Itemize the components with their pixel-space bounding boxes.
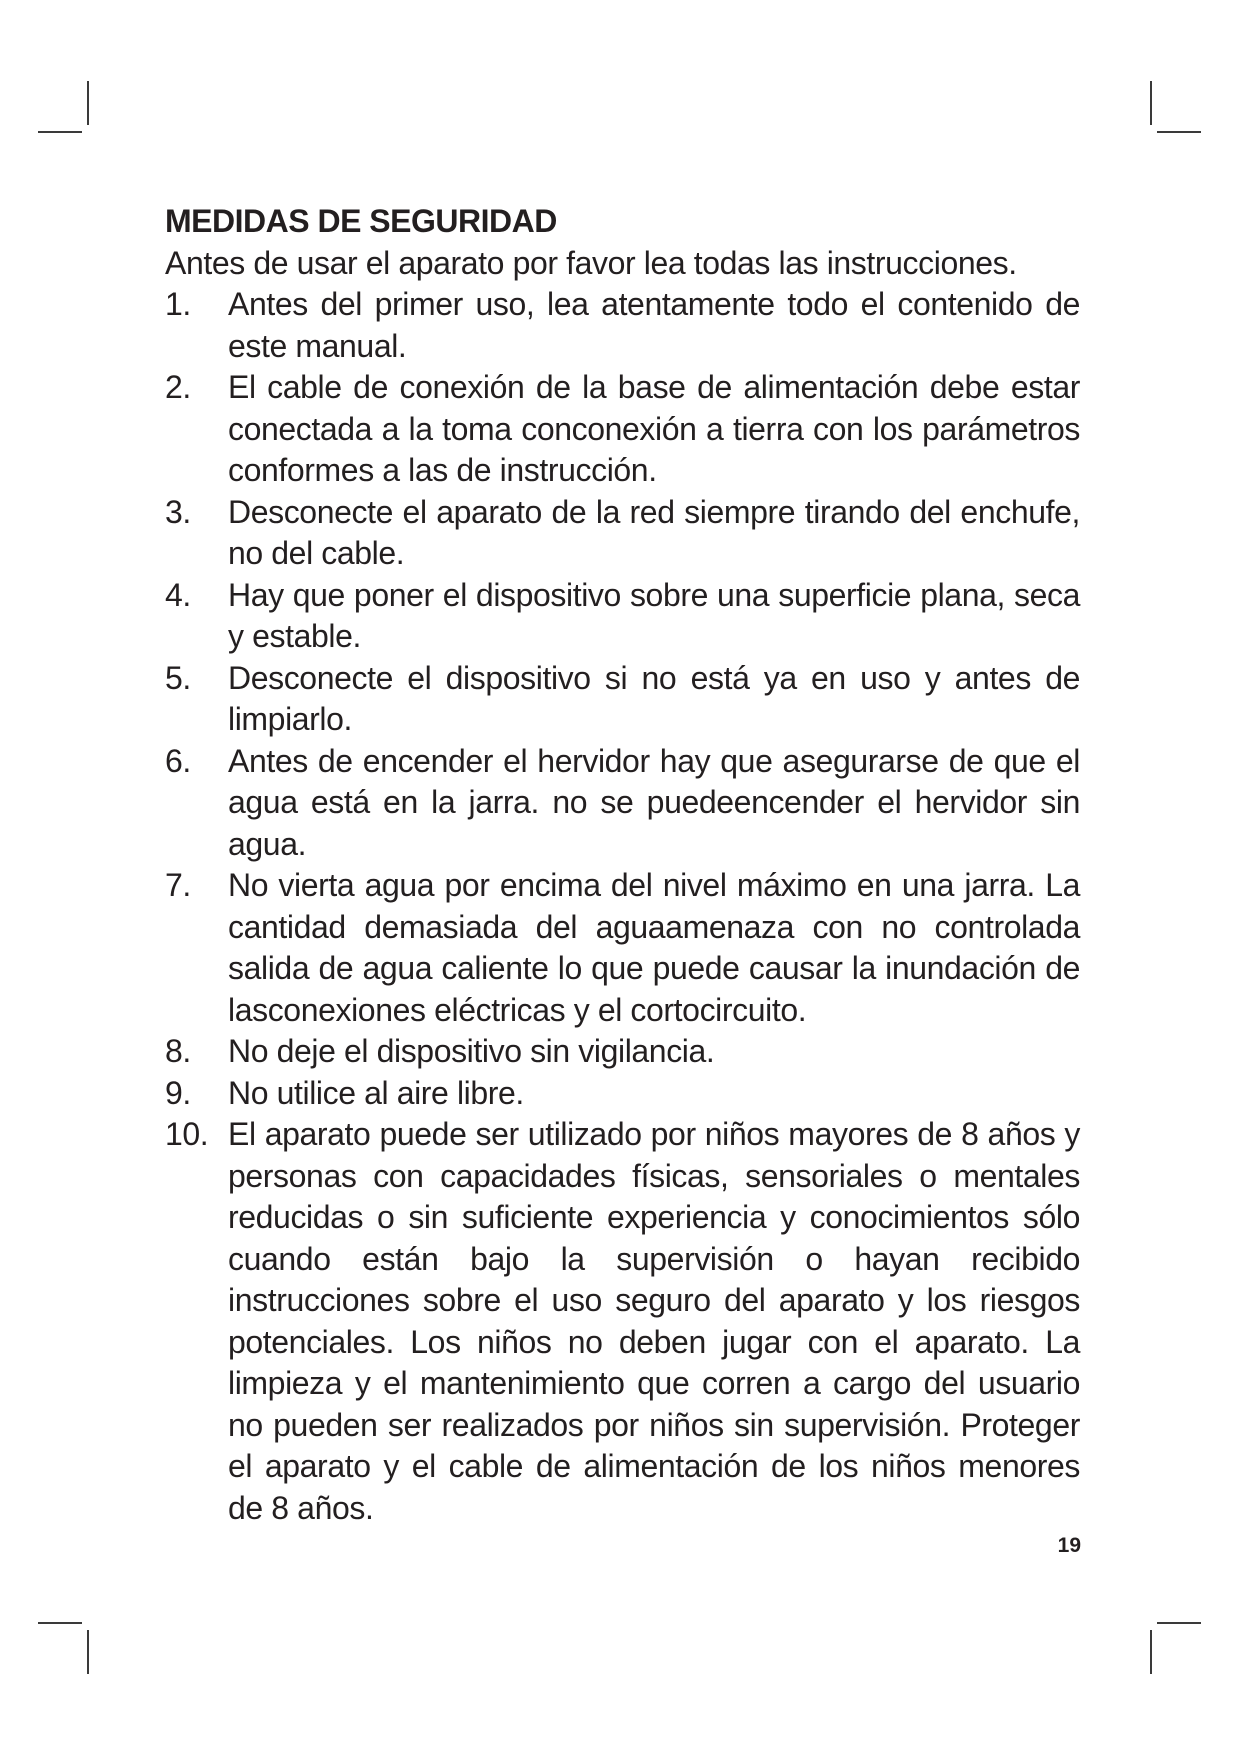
item-text: Antes del primer uso, lea atentamente todo el contenido de este manual. — [228, 286, 1080, 364]
section-title: MEDIDAS DE SEGURIDAD — [165, 203, 557, 239]
item-number: 3. — [165, 493, 191, 530]
item-number: 6. — [165, 742, 191, 779]
crop-mark-top-right-v — [1150, 81, 1152, 125]
item-number: 10. — [165, 1116, 209, 1152]
crop-mark-bottom-right-v — [1150, 1630, 1152, 1674]
list-item — [165, 658, 1080, 741]
crop-mark-top-left-v — [87, 81, 89, 125]
list-item — [165, 284, 1080, 367]
list-item — [165, 575, 1080, 658]
item-text: No utilice al aire libre. — [228, 1074, 524, 1111]
list-item — [165, 865, 1080, 1031]
item-text: El aparato puede ser utilizado por niños mayores de 8 años y personas con capacidades físicas, sensoriales o mentales reducidas o sin suficiente experiencia y conocimientos sólo cuando están bajo la supervisión o hayan recibido instrucciones sobre el uso seguro del aparato y los riesgos potenciales. Los niños no deben jugar con el aparato. La limpieza y el mantenimiento que corren a cargo del usuario no pueden ser realizados por niños sin supervisión. Proteger el aparato y el cable de alimentación de los niños menores de 8 años. — [228, 1116, 1080, 1526]
crop-mark-top-right-h — [1157, 131, 1201, 133]
list-item — [165, 492, 1080, 575]
crop-mark-bottom-left-h — [38, 1622, 82, 1624]
page-number: 19 — [1057, 1534, 1081, 1557]
list-item — [165, 741, 1080, 866]
list-item — [165, 1073, 1080, 1115]
intro-text: Antes de usar el aparato por favor lea todas las instrucciones. — [165, 245, 1017, 281]
safety-list — [165, 284, 1080, 1529]
item-text: Hay que poner el dispositivo sobre una superficie plana, seca y estable. — [228, 576, 1080, 654]
item-number: 9. — [165, 1074, 191, 1111]
list-item — [165, 1114, 1080, 1529]
crop-mark-top-left-h — [38, 131, 82, 133]
item-text: No deje el dispositivo sin vigilancia. — [228, 1033, 715, 1069]
list-item — [165, 1031, 1080, 1073]
item-number: 4. — [165, 576, 191, 613]
document-body — [165, 200, 1080, 1529]
item-text: Desconecte el aparato de la red siempre tirando del enchufe, no del cable. — [228, 493, 1080, 571]
item-number: 1. — [165, 286, 191, 322]
item-number: 7. — [165, 867, 191, 903]
crop-mark-bottom-left-v — [87, 1630, 89, 1674]
item-text: El cable de conexión de la base de alimentación debe estar conectada a la toma conconexión a tierra con los parámetros conformes a las de instrucción. — [228, 369, 1080, 488]
item-text: Antes de encender el hervidor hay que asegurarse de que el agua está en la jarra. no se puedeencender el hervidor sin agua. — [228, 742, 1080, 862]
crop-mark-bottom-right-h — [1157, 1622, 1201, 1624]
item-number: 8. — [165, 1033, 191, 1069]
item-text: Desconecte el dispositivo si no está ya en uso y antes de limpiarlo. — [228, 659, 1080, 737]
item-number: 2. — [165, 369, 191, 405]
list-item — [165, 367, 1080, 492]
item-text: No vierta agua por encima del nivel máximo en una jarra. La cantidad demasiada del aguaamenaza con no controlada salida de agua caliente lo que puede causar la inundación de lasconexiones eléctricas y el cortocircuito. — [228, 867, 1080, 1028]
item-number: 5. — [165, 659, 191, 696]
